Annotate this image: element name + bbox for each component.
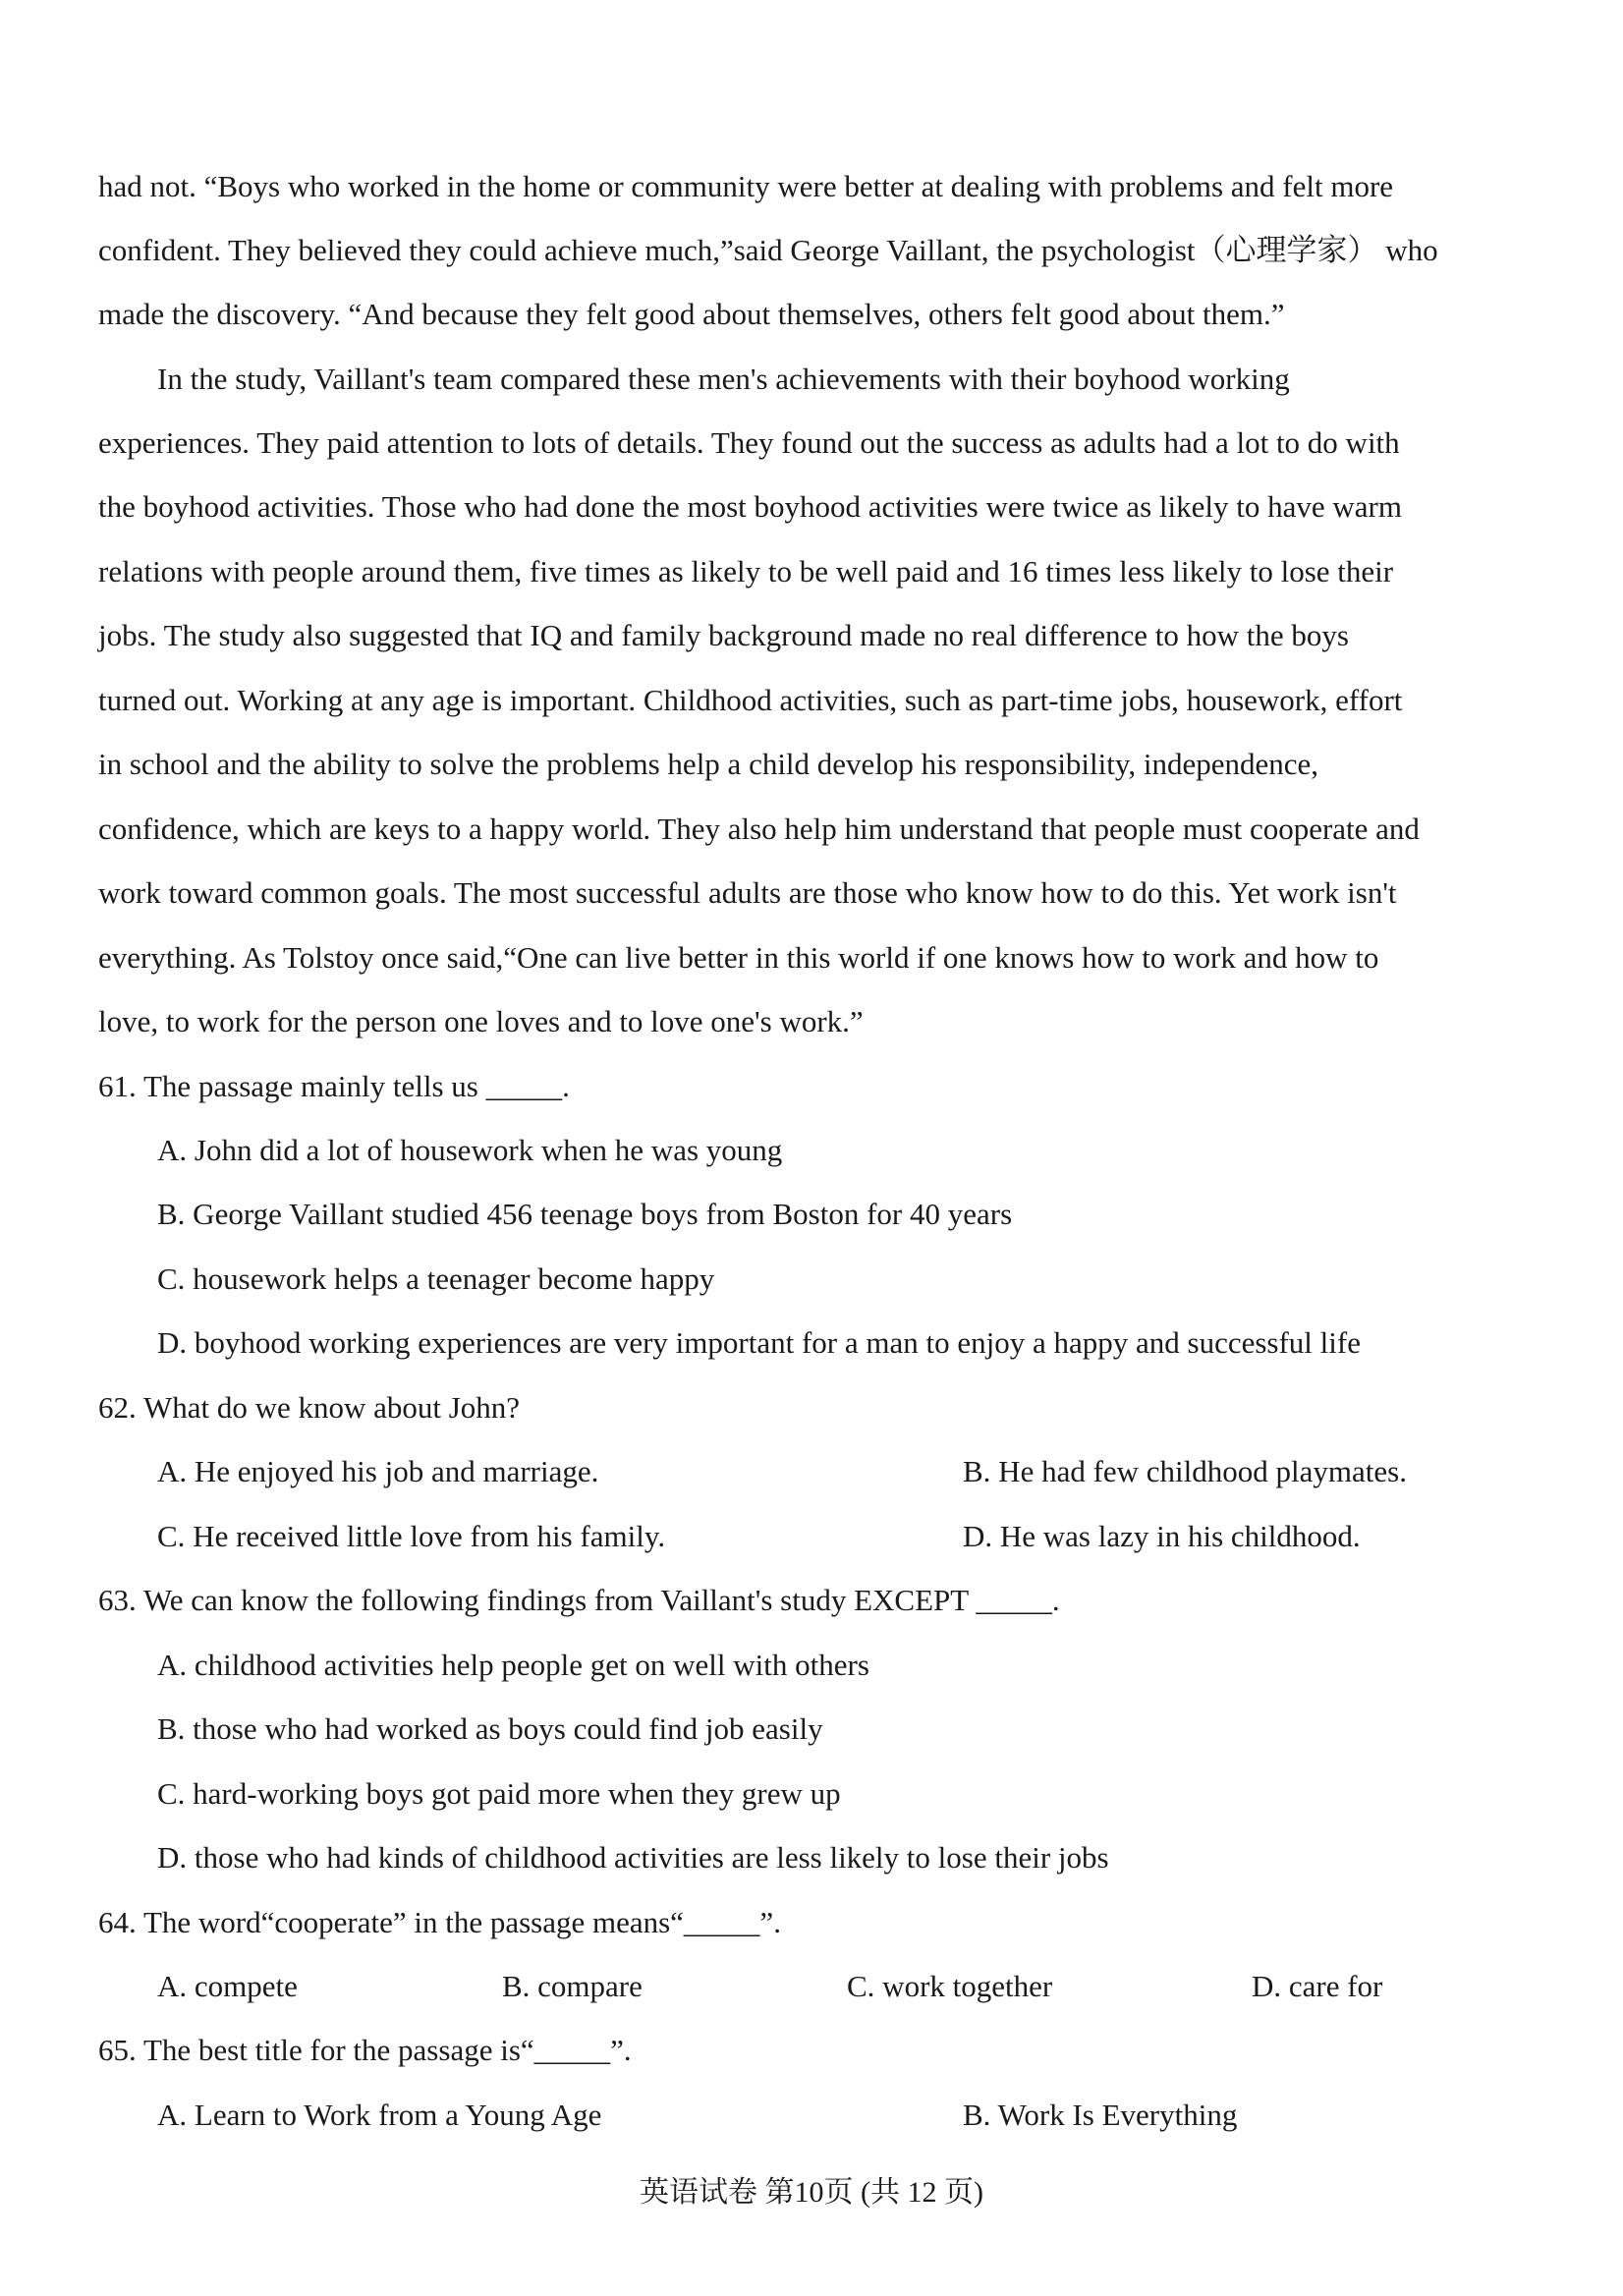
question-61-option-c: C. housework helps a teenager become happy	[157, 1261, 715, 1296]
question-61-option-a: A. John did a lot of housework when he was young	[157, 1133, 783, 1167]
question-63-option-c: C. hard-working boys got paid more when they grew up	[157, 1776, 841, 1811]
question-62-stem: 62. What do we know about John?	[98, 1390, 521, 1425]
passage-line: work toward common goals. The most successful adults are those who know how to do this. Yet work isn't	[98, 875, 1397, 910]
question-62-option-b: B. He had few childhood playmates.	[963, 1454, 1407, 1488]
question-61-option-d: D. boyhood working experiences are very important for a man to enjoy a happy and successful life	[157, 1325, 1361, 1360]
passage-line: confidence, which are keys to a happy world. They also help him understand that people must cooperate and	[98, 812, 1420, 846]
passage-line: In the study, Vaillant's team compared these men's achievements with their boyhood working	[157, 362, 1290, 396]
question-63-option-b: B. those who had worked as boys could find job easily	[157, 1711, 823, 1746]
question-64-option-b: B. compare	[502, 1969, 643, 2003]
passage-line: made the discovery. “And because they felt good about themselves, others felt good about them.”	[98, 297, 1285, 331]
passage-line: turned out. Working at any age is important. Childhood activities, such as part-time jobs, housework, effort	[98, 683, 1403, 717]
question-64-option-c: C. work together	[847, 1969, 1053, 2003]
question-62-option-c: C. He received little love from his family.	[157, 1519, 666, 1553]
question-65-stem: 65. The best title for the passage is“_____”.	[98, 2033, 632, 2067]
passage-line: in school and the ability to solve the problems help a child develop his responsibility, independence,	[98, 747, 1319, 781]
question-63-stem: 63. We can know the following findings from Vaillant's study EXCEPT _____.	[98, 1583, 1060, 1617]
question-65-option-a: A. Learn to Work from a Young Age	[157, 2098, 602, 2132]
question-62-option-d: D. He was lazy in his childhood.	[963, 1519, 1361, 1553]
question-61-stem: 61. The passage mainly tells us _____.	[98, 1069, 570, 1103]
question-65-option-b: B. Work Is Everything	[963, 2098, 1238, 2132]
passage-line: the boyhood activities. Those who had done the most boyhood activities were twice as likely to have warm	[98, 489, 1402, 524]
question-64-stem: 64. The word“cooperate” in the passage means“_____”.	[98, 1905, 781, 1939]
question-61-option-b: B. George Vaillant studied 456 teenage boys from Boston for 40 years	[157, 1197, 1013, 1231]
passage-line: had not. “Boys who worked in the home or community were better at dealing with problems and felt more	[98, 169, 1394, 203]
passage-line: jobs. The study also suggested that IQ and family background made no real difference to how the boys	[98, 618, 1349, 652]
passage-line: everything. As Tolstoy once said,“One can live better in this world if one knows how to work and how to	[98, 940, 1379, 975]
question-63-option-d: D. those who had kinds of childhood activities are less likely to lose their jobs	[157, 1840, 1109, 1875]
question-64-option-d: D. care for	[1252, 1969, 1383, 2003]
question-64-option-a: A. compete	[157, 1969, 298, 2003]
page-footer: 英语试卷 第10页 (共 12 页)	[640, 2176, 983, 2209]
passage-line: love, to work for the person one loves and to love one's work.”	[98, 1004, 864, 1038]
passage-line: relations with people around them, five times as likely to be well paid and 16 times less likely to lose their	[98, 554, 1394, 588]
passage-line: experiences. They paid attention to lots of details. They found out the success as adults had a lot to do with	[98, 425, 1400, 460]
question-62-option-a: A. He enjoyed his job and marriage.	[157, 1454, 599, 1488]
question-63-option-a: A. childhood activities help people get on well with others	[157, 1648, 869, 1682]
passage-line: confident. They believed they could achieve much,”said George Vaillant, the psychologist（心理学家） who	[98, 233, 1438, 267]
